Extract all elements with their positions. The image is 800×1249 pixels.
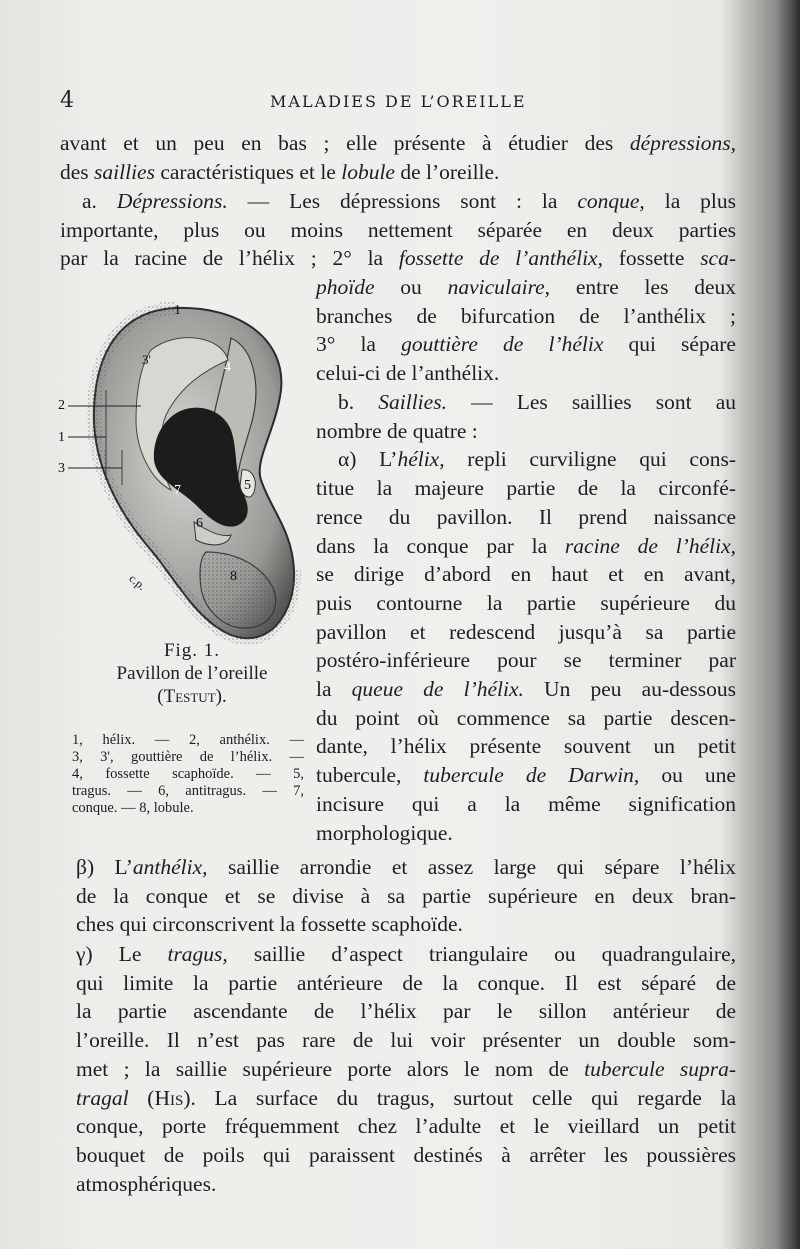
depressions-paragraph	[60, 187, 736, 273]
text-line: bouquet de poils qui paraissent destinés à arrêter les poussières	[76, 1142, 736, 1167]
text-line: postéro-inférieure pour se terminer par	[316, 648, 736, 673]
legend-line: 3, 3', gouttière de l’hélix. —	[72, 749, 304, 765]
label-2: 2	[58, 398, 65, 413]
text-line: phoïde ou naviculaire, entre les deux	[316, 275, 736, 299]
figure-title: Pavillon de l’oreille	[116, 663, 268, 684]
label-6: 6	[196, 516, 203, 531]
text-line: ches qui circonscrivent la fossette scaphoïde.	[76, 912, 463, 937]
text-line: dante, l’hélix présente souvent un petit	[316, 734, 736, 759]
legend-line: 4, fossette scaphoïde. — 5,	[72, 766, 304, 782]
page-number: 4	[60, 88, 74, 113]
text-line: α) L’hélix, repli curviligne qui cons-	[338, 447, 736, 472]
text-line: nombre de quatre :	[316, 418, 478, 443]
legend-line: tragus. — 6, antitragus. — 7,	[72, 783, 304, 799]
text-line: dans la conque par la racine de l’hélix,	[316, 533, 737, 558]
legend-line: 1, hélix. — 2, anthélix. —	[72, 732, 304, 748]
label-7: 7	[174, 483, 181, 498]
text-line: β) L’anthélix, saillie arrondie et assez large qui sépare l’hélix	[76, 855, 737, 879]
text-line: du point où commence sa partie descen-	[316, 705, 736, 730]
text-line: branches de bifurcation de l’anthélix ;	[316, 303, 736, 328]
beta-paragraph	[76, 853, 736, 939]
text-line: la partie ascendante de l’hélix par le sillon antérieur de	[76, 999, 736, 1024]
saillies-paragraph	[316, 388, 736, 847]
text-line: importante, plus ou moins nettement séparée en deux parties	[60, 217, 736, 242]
text-line: la queue de l’hélix. Un peu au-dessous	[316, 677, 736, 702]
text-line: rence du pavillon. Il prend naissance	[316, 504, 736, 529]
text-line: b. Saillies. — Les saillies sont au	[338, 390, 737, 414]
text-line: par la racine de l’hélix ; 2° la fossette de l’anthélix, fossette sca-	[60, 246, 737, 271]
gamma-paragraph	[76, 940, 736, 1198]
text-line: a. Dépressions. — Les dépressions sont : la conque, la plus	[82, 189, 737, 213]
text-line: γ) Le tragus, saillie d’aspect triangulaire ou quadrangulaire,	[76, 942, 736, 966]
label-5: 5	[244, 478, 251, 493]
intro-paragraph	[60, 129, 736, 186]
text-line: atmosphériques.	[76, 1171, 217, 1196]
text-line: morphologique.	[316, 820, 453, 845]
label-4: 4	[224, 360, 231, 375]
label-3-prime: 3'	[142, 352, 151, 367]
ear-illustration	[56, 290, 306, 650]
page-header	[60, 88, 740, 116]
depressions-paragraph-wrap	[316, 273, 736, 388]
text-line: titue la majeure partie de la circonfé-	[316, 476, 736, 501]
figure-caption	[72, 640, 312, 708]
text-line: avant et un peu en bas ; elle présente à étudier des dépressions,	[60, 131, 736, 155]
text-line: pavillon et redescend jusqu’à sa partie	[316, 619, 736, 644]
figure-source: (Testut).	[157, 686, 227, 707]
text-line: 3° la gouttière de l’hélix qui sépare	[316, 332, 736, 357]
label-cp: c.p.	[126, 571, 149, 594]
text-line: tubercule, tubercule de Darwin, ou une	[316, 763, 736, 788]
text-line: tragal (His). La surface du tragus, surtout celle qui regarde la	[76, 1085, 736, 1110]
label-8: 8	[230, 569, 237, 584]
label-1-top: 1	[174, 303, 181, 318]
label-3: 3	[58, 461, 65, 476]
legend-line: conque. — 8, lobule.	[72, 800, 194, 816]
text-line: incisure qui a la même signification	[316, 791, 736, 816]
label-1-left: 1	[58, 430, 65, 445]
running-title: MALADIES DE L’OREILLE	[270, 92, 527, 111]
text-line: conque, porte fréquemment chez l’adulte et le vieillard un petit	[76, 1114, 736, 1139]
figure-legend	[72, 732, 304, 817]
text-line: qui limite la partie antérieure de la conque. Il est séparé de	[76, 970, 736, 995]
text-line: celui-ci de l’anthélix.	[316, 361, 500, 386]
text-line: de la conque et se divise à sa partie supérieure en deux bran-	[76, 883, 736, 908]
text-line: met ; la saillie supérieure porte alors le nom de tubercule supra-	[76, 1056, 736, 1081]
text-line: des saillies caractéristiques et le lobule de l’oreille.	[60, 159, 500, 184]
figure-number: Fig. 1.	[163, 640, 221, 661]
text-line: l’oreille. Il n’est pas rare de lui voir présenter un double som-	[76, 1028, 736, 1053]
text-line: se dirige d’abord en haut et en avant,	[316, 562, 736, 587]
text-line: puis contourne la partie supérieure du	[316, 590, 736, 615]
